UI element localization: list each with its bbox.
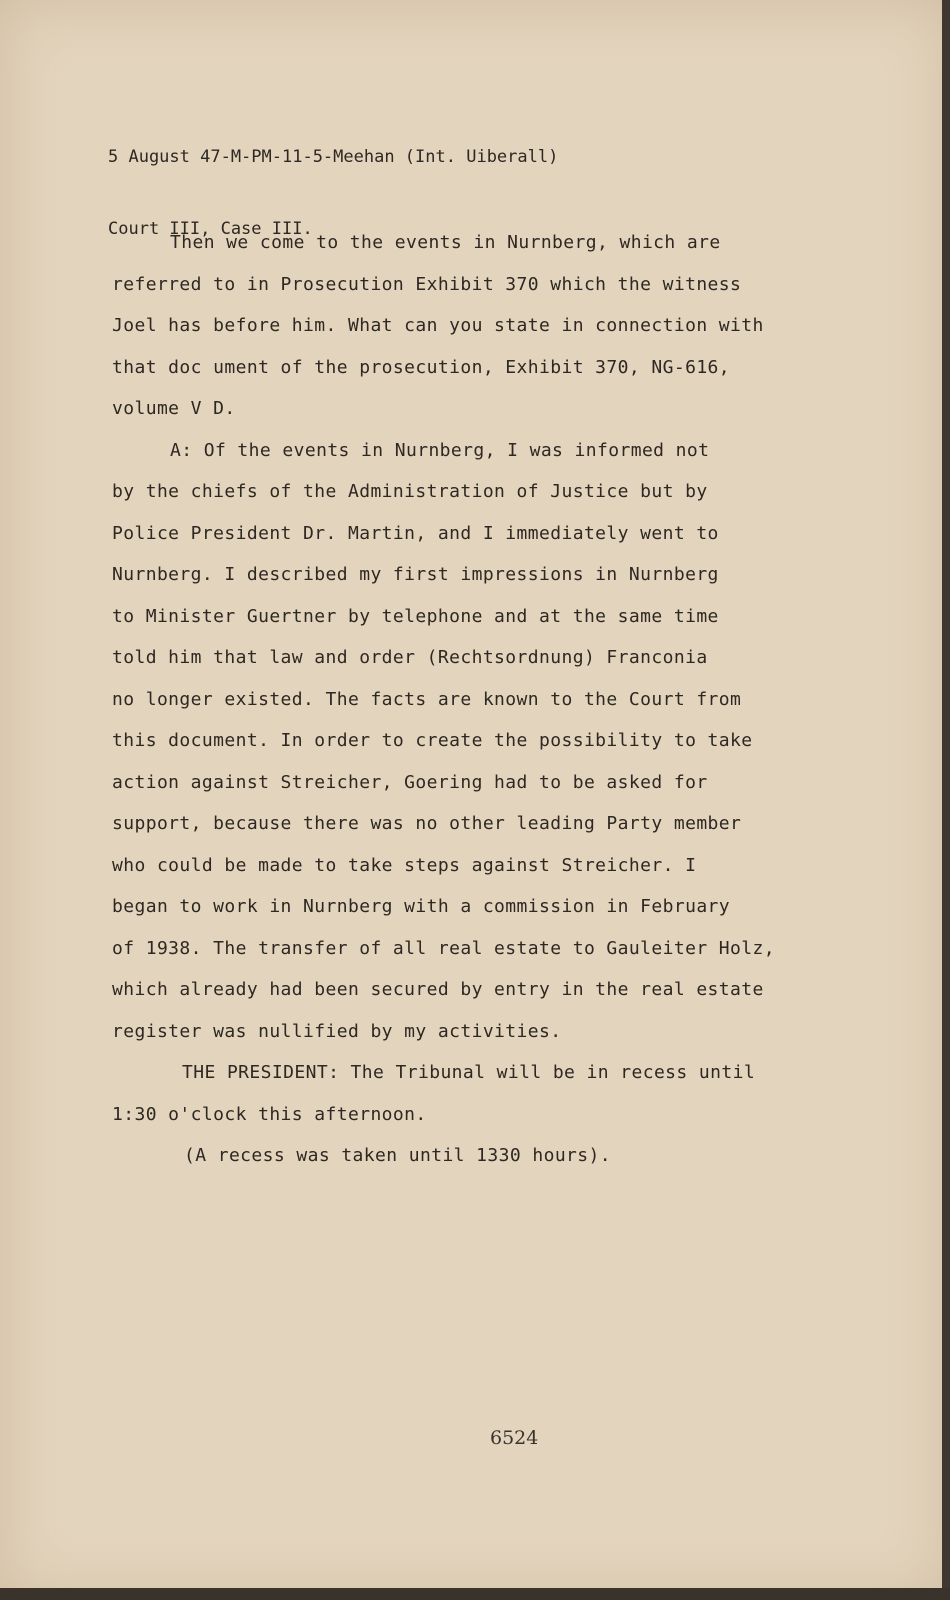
president-statement-line: 1:30 o'clock this afternoon.	[112, 1103, 427, 1125]
answer-paragraph-line: register was nullified by my activities.	[112, 1020, 562, 1042]
transcript-body	[112, 222, 862, 1177]
question-paragraph-line: Then we come to the events in Nurnberg, which are	[170, 232, 721, 253]
answer-paragraph-line: action against Streicher, Goering had to be asked for	[112, 771, 708, 793]
header-session-line: 5 August 47-M-PM-11-5-Meehan (Int. Uiberall)	[108, 147, 559, 167]
page-number: 6524	[490, 1427, 539, 1449]
question-paragraph-line: referred to in Prosecution Exhibit 370 which the witness	[112, 273, 742, 295]
scan-right-edge	[942, 0, 950, 1600]
answer-paragraph-line: began to work in Nurnberg with a commission in February	[112, 896, 731, 917]
answer-paragraph-line: this document. In order to create the possibility to take	[112, 730, 753, 751]
answer-paragraph-line: of 1938. The transfer of all real estate to Gauleiter Holz,	[112, 937, 775, 959]
question-paragraph-line: volume V D.	[112, 398, 236, 419]
answer-paragraph-line: which already had been secured by entry in the real estate	[112, 979, 764, 1000]
answer-paragraph-line: to Minister Guertner by telephone and at the same time	[112, 605, 719, 627]
recess-note: (A recess was taken until 1330 hours).	[184, 1145, 612, 1166]
answer-paragraph-line: told him that law and order (Rechtsordnung) Franconia	[112, 647, 708, 668]
answer-paragraph-line: no longer existed. The facts are known to the Court from	[112, 688, 742, 710]
question-paragraph-line: that doc ument of the prosecution, Exhibit 370, NG-616,	[112, 356, 731, 378]
answer-paragraph-line: by the chiefs of the Administration of Justice but by	[112, 481, 708, 502]
answer-paragraph-line: Police President Dr. Martin, and I immediately went to	[112, 522, 719, 544]
scan-bottom-edge	[0, 1588, 950, 1600]
header-court-line: Court III, Case III.	[108, 219, 313, 239]
answer-paragraph-line: Nurnberg. I described my first impressions in Nurnberg	[112, 564, 719, 585]
president-statement-line: THE PRESIDENT: The Tribunal will be in recess until	[182, 1062, 756, 1083]
answer-paragraph-line: who could be made to take steps against Streicher. I	[112, 854, 697, 876]
question-paragraph-line: Joel has before him. What can you state in connection with	[112, 315, 764, 336]
answer-paragraph-line: A: Of the events in Nurnberg, I was informed not	[170, 439, 710, 461]
answer-paragraph-line: support, because there was no other leading Party member	[112, 813, 742, 834]
